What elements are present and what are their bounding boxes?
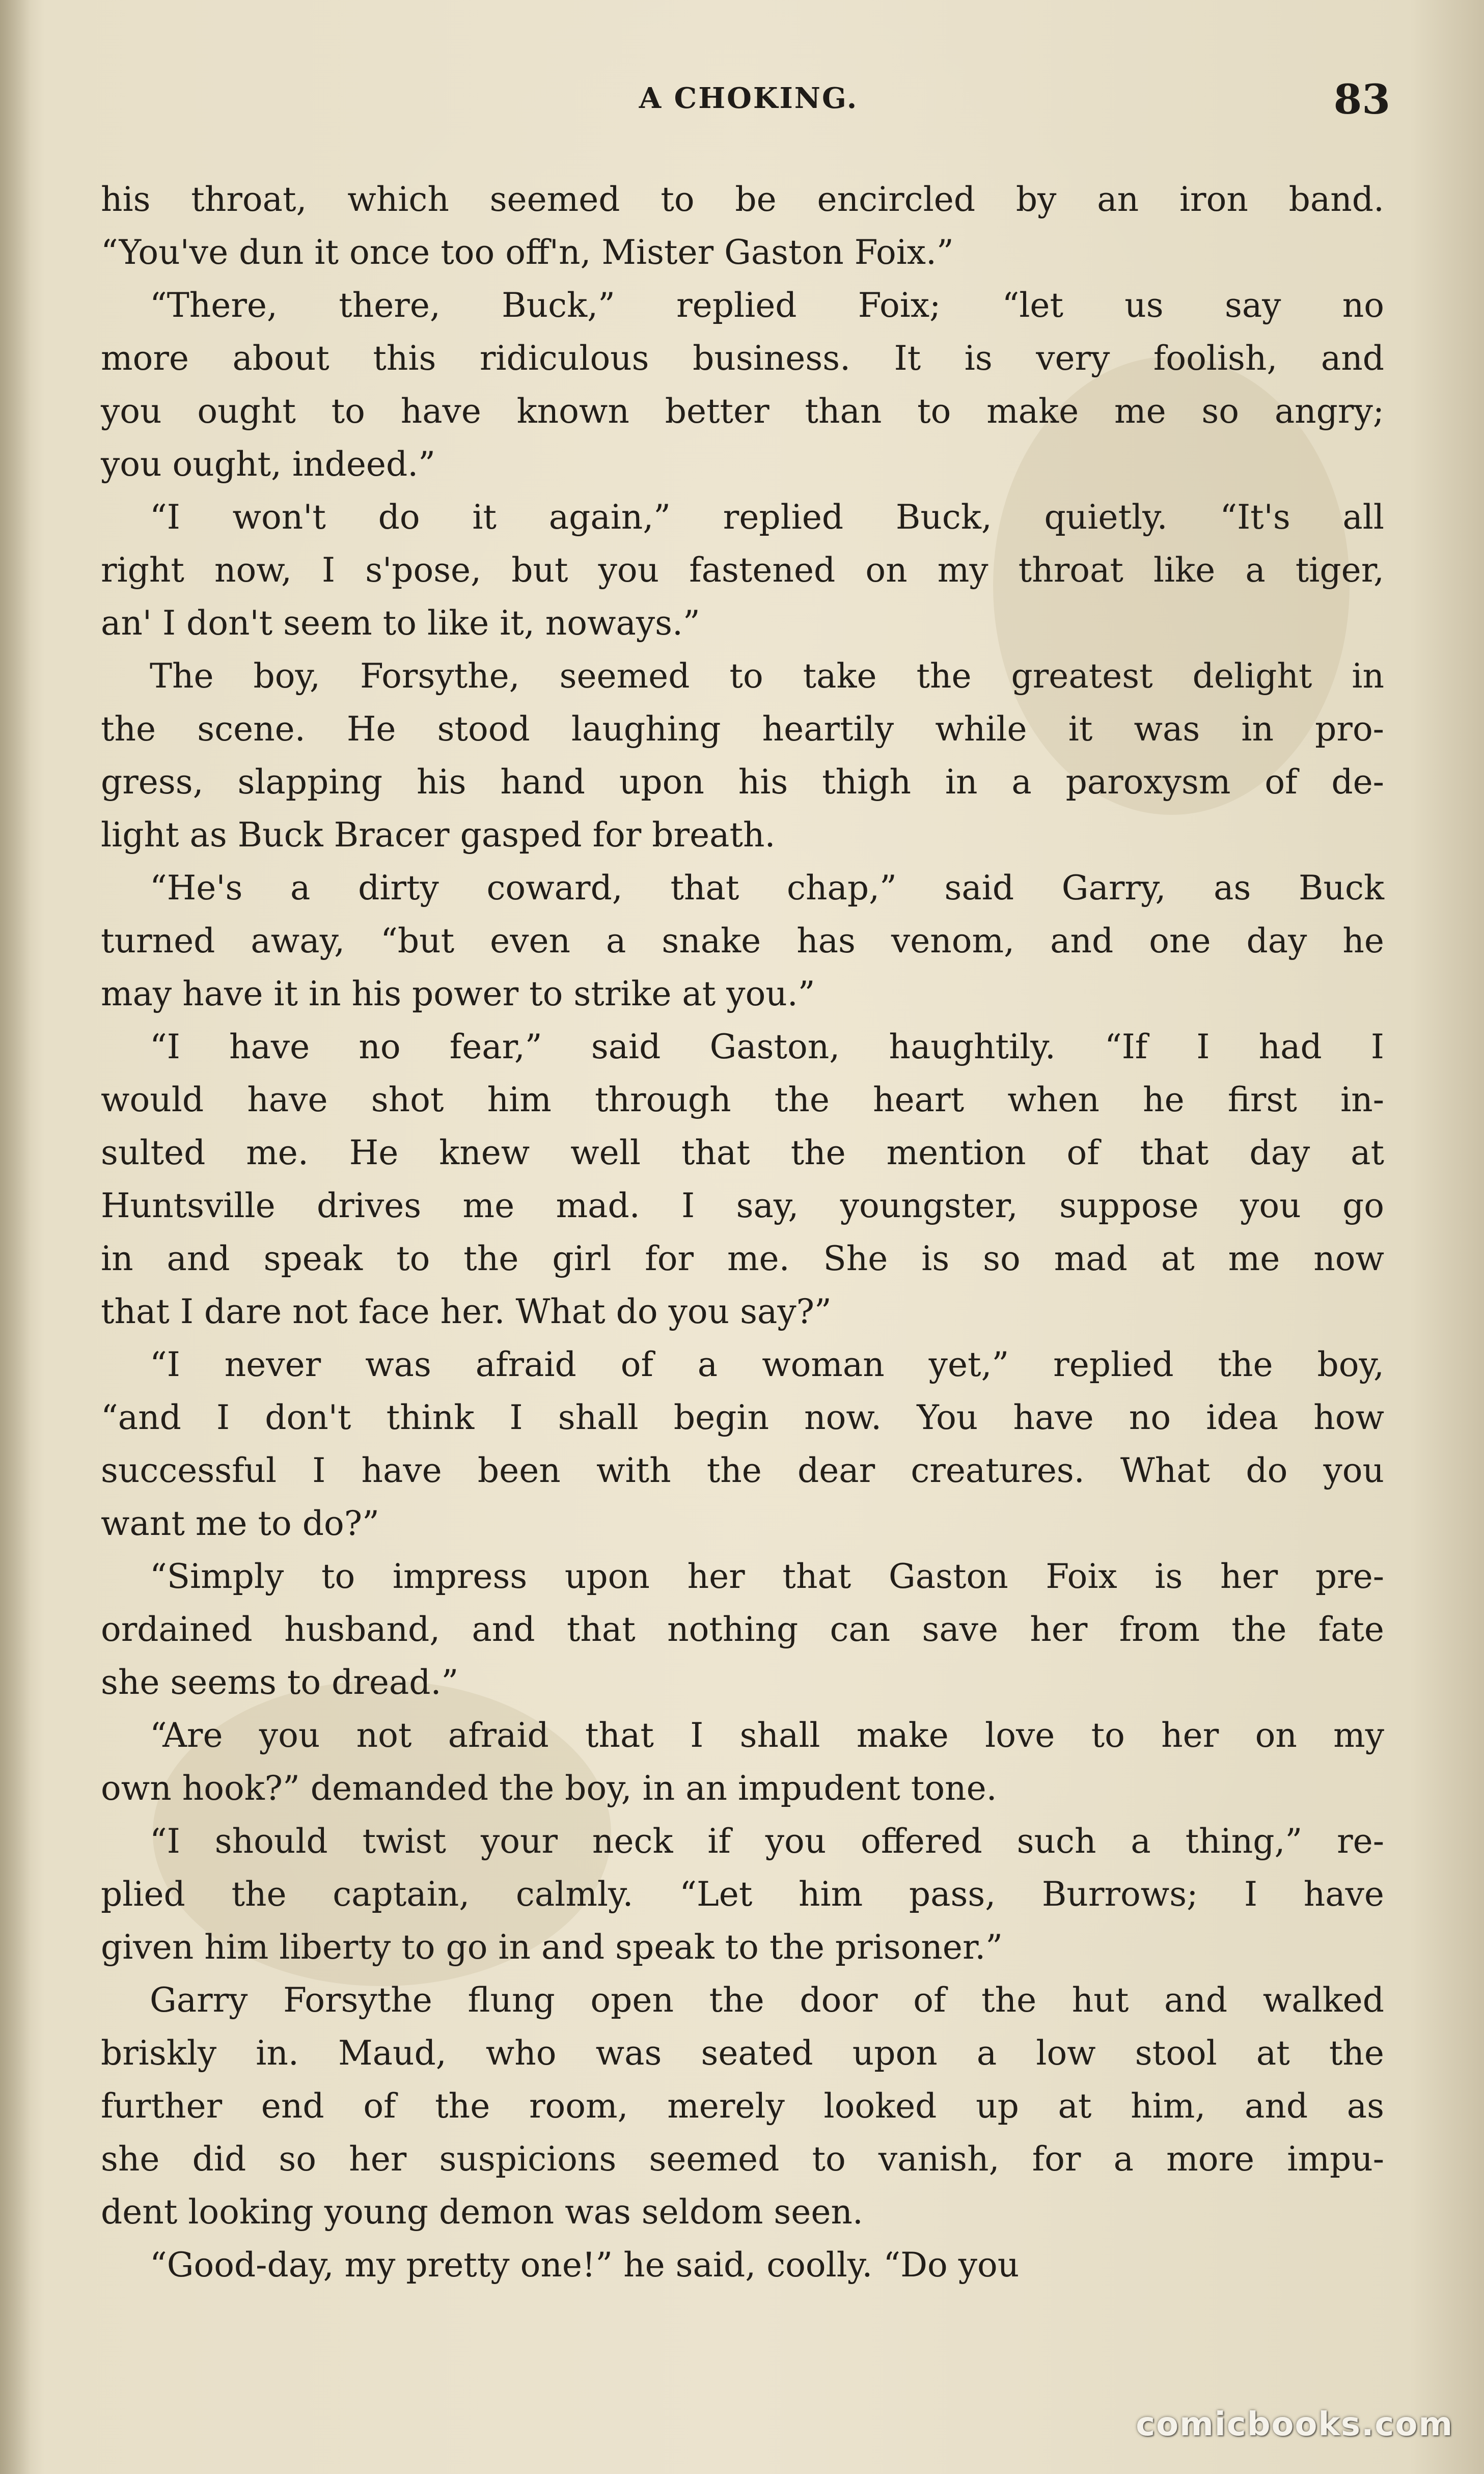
text-line: you ought to have known better than to make me so angry; [101, 392, 1384, 431]
text-line: successful I have been with the dear creatures. What do you [101, 1451, 1384, 1490]
text-line: would have shot him through the heart when he first in- [101, 1080, 1384, 1119]
text-line: Garry Forsythe flung open the door of the hut and walked [150, 1981, 1384, 2020]
paragraph [101, 650, 1384, 862]
text-line: “and I don't think I shall begin now. You have no idea how [101, 1398, 1384, 1437]
text-line: more about this ridiculous business. It is very foolish, and [101, 339, 1384, 378]
text-line: ordained husband, and that nothing can save her from the fate [101, 1610, 1384, 1649]
text-line: “He's a dirty coward, that chap,” said Garry, as Buck [150, 868, 1384, 908]
body-text [101, 173, 1384, 2292]
text-line: she seems to dread.” [101, 1663, 459, 1702]
text-line: “Simply to impress upon her that Gaston Foix is her pre- [150, 1557, 1384, 1596]
text-line: “There, there, Buck,” replied Foix; “let us say no [150, 286, 1384, 325]
text-line: “You've dun it once too off'n, Mister Gaston Foix.” [101, 233, 954, 272]
text-line: own hook?” demanded the boy, in an impudent tone. [101, 1769, 997, 1808]
page-number: 83 [1333, 75, 1390, 123]
paragraph [101, 1021, 1384, 1338]
text-line: an' I don't seem to like it, noways.” [101, 603, 700, 643]
text-line: “I never was afraid of a woman yet,” replied the boy, [150, 1345, 1384, 1384]
text-line: dent looking young demon was seldom seen. [101, 2192, 863, 2232]
text-line: The boy, Forsythe, seemed to take the greatest delight in [150, 656, 1384, 696]
text-line: the scene. He stood laughing heartily while it was in pro- [101, 709, 1384, 749]
text-line: she did so her suspicions seemed to vanish, for a more impu- [101, 2139, 1384, 2179]
paragraph [101, 1974, 1384, 2239]
text-line: “Are you not afraid that I shall make love to her on my [150, 1716, 1384, 1755]
text-line: Huntsville drives me mad. I say, youngster, suppose you go [101, 1186, 1384, 1225]
text-line: plied the captain, calmly. “Let him pass, Burrows; I have [101, 1875, 1384, 1914]
text-line: you ought, indeed.” [101, 445, 435, 484]
paragraph [101, 173, 1384, 279]
text-line: right now, I s'pose, but you fastened on my throat like a tiger, [101, 551, 1384, 590]
text-line: light as Buck Bracer gasped for breath. [101, 815, 776, 855]
paragraph [101, 1550, 1384, 1709]
paragraph [101, 491, 1384, 650]
paragraph [101, 279, 1384, 491]
text-line: in and speak to the girl for me. She is so mad at me now [101, 1239, 1384, 1278]
text-line: “I should twist your neck if you offered such a thing,” re- [150, 1822, 1384, 1861]
text-line: given him liberty to go in and speak to the prisoner.” [101, 1928, 1003, 1967]
text-line: sulted me. He knew well that the mention of that day at [101, 1133, 1384, 1172]
text-line: may have it in his power to strike at you.” [101, 974, 815, 1013]
page-header [107, 75, 1390, 136]
watermark: comicbooks.com [1136, 2406, 1453, 2443]
paragraph [101, 862, 1384, 1021]
paragraph [101, 1338, 1384, 1550]
paragraph [101, 1815, 1384, 1974]
text-line: his throat, which seemed to be encircled by an iron band. [101, 180, 1384, 219]
paragraph [101, 2239, 1384, 2292]
text-line: briskly in. Maud, who was seated upon a low stool at the [101, 2033, 1384, 2073]
text-line: turned away, “but even a snake has venom, and one day he [101, 921, 1384, 960]
text-line: want me to do?” [101, 1504, 379, 1543]
running-head: A CHOKING. [639, 81, 859, 115]
text-line: gress, slapping his hand upon his thigh in a paroxysm of de- [101, 762, 1384, 802]
text-line: “I have no fear,” said Gaston, haughtily. “If I had I [150, 1027, 1384, 1066]
text-line: further end of the room, merely looked up at him, and as [101, 2086, 1384, 2126]
text-line: “Good-day, my pretty one!” he said, coolly. “Do you [150, 2245, 1020, 2285]
text-line: that I dare not face her. What do you say?” [101, 1292, 832, 1331]
text-line: “I won't do it again,” replied Buck, quietly. “It's all [150, 498, 1384, 537]
page-binding-shadow [0, 0, 31, 2474]
paragraph [101, 1709, 1384, 1815]
